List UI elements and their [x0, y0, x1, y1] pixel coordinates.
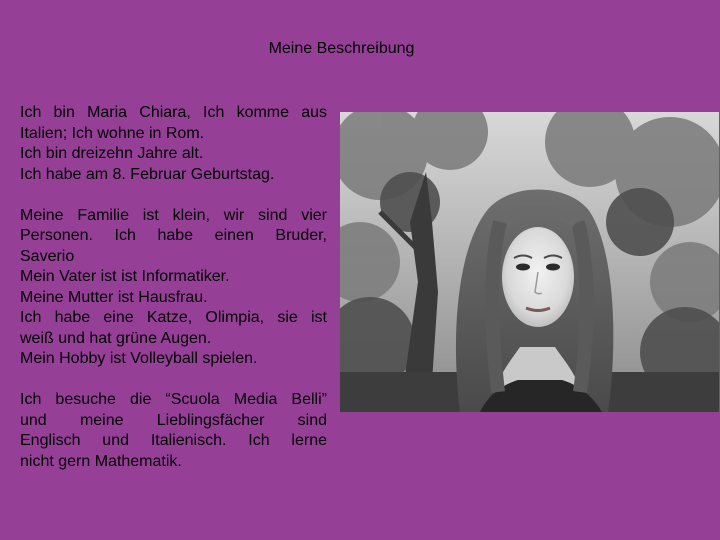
text-line: nicht gern Mathematik. — [20, 452, 182, 470]
text-line: Mein Vater ist ist Informatiker. — [20, 268, 230, 285]
text-line: Ich besuche die “Scuola Media Belli” — [20, 391, 327, 408]
paragraph-intro — [20, 103, 327, 185]
text-line: Mein Hobby ist Volleyball spielen. — [20, 350, 258, 367]
text-line: Italien; Ich wohne in Rom. — [20, 124, 205, 142]
text-line: Personen. Ich habe einen Bruder, — [20, 227, 327, 244]
description-text — [20, 103, 327, 493]
text-line: Ich habe am 8. Februar Geburtstag. — [20, 165, 275, 183]
paragraph-family — [20, 206, 327, 370]
text-line: und meine Lieblingsfächer sind — [20, 411, 327, 429]
paragraph-school — [20, 390, 327, 472]
text-line: weiß und hat grüne Augen. — [20, 329, 212, 347]
text-line: Ich bin Maria Chiara, Ich komme aus — [20, 104, 327, 121]
text-line: Saverio — [20, 247, 75, 265]
text-line: Meine Familie ist klein, wir sind vier — [20, 206, 327, 224]
portrait-photo — [340, 112, 719, 412]
text-line: Ich bin dreizehn Jahre alt. — [20, 145, 204, 162]
text-line: Ich habe eine Katze, Olimpia, sie ist — [20, 309, 327, 326]
page-title: Meine Beschreibung — [268, 40, 415, 57]
portrait-photo-illustration — [340, 112, 719, 412]
text-line: Meine Mutter ist Hausfrau. — [20, 288, 208, 306]
text-line: Englisch und Italienisch. Ich lerne — [20, 432, 327, 449]
